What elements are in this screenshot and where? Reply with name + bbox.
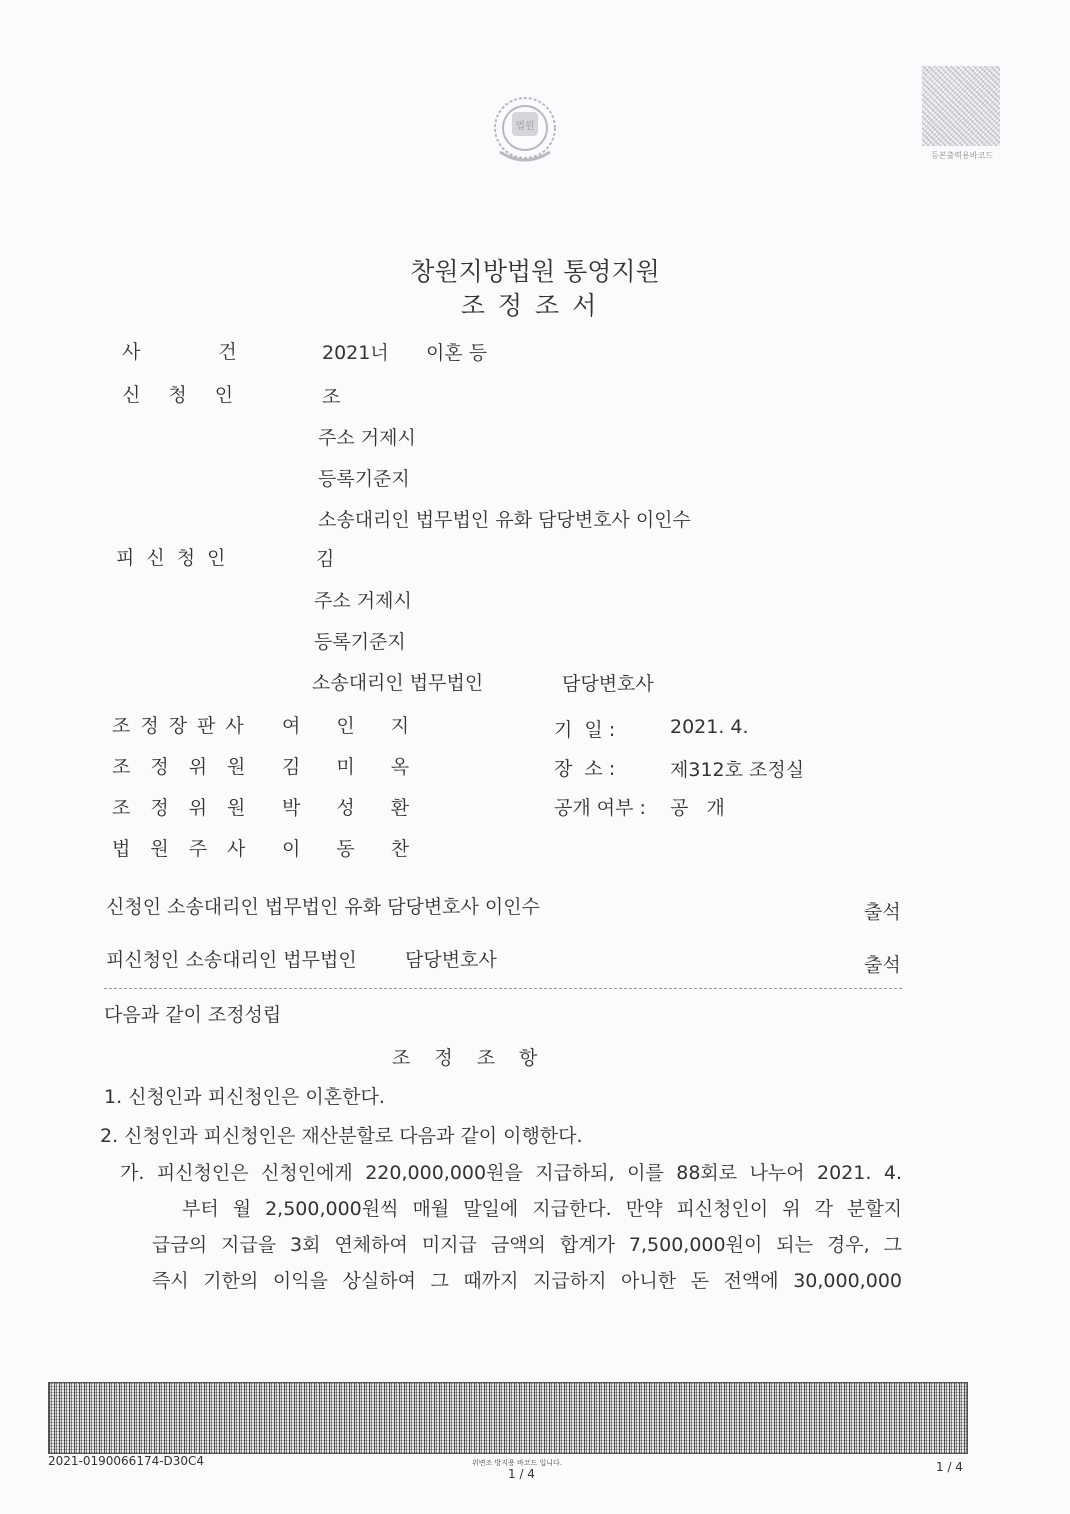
applicant-agent: 소송대리인 법무법인 유화 담당변호사 이인수 [318,509,691,531]
case-number: 2021너 [322,342,389,364]
official-name-1: 여인지 [282,715,446,737]
case-label-text: 사건 [122,341,315,363]
respondent-label: 피신청인 [116,547,238,569]
session-public-label: 공개 여부 : [554,797,646,819]
qr-code [922,66,1000,146]
session-public-value: 공 개 [670,797,725,819]
session-date-label: 기 일 : [554,719,616,741]
case-label [122,337,315,364]
applicant-registry: 등록기준지 [318,468,410,490]
respondent-agent-lawyer: 담당변호사 [562,673,654,695]
session-date-value: 2021. 4. [670,716,749,738]
divider [104,988,902,989]
term-sub-a-line-1: 가. 피신청인은 신청인에게 220,000,000원을 지급하되, 이를 88회로 나누어 2021. 4. [120,1162,902,1184]
term-sub-a-line-4: 즉시 기한의 이익을 상실하여 그 때까지 지급하지 아니한 돈 전액에 30,000,000 [152,1270,902,1292]
page-number-center: 1 / 4 [508,1467,535,1481]
qr-label: 등본출력용바코드 [931,151,993,160]
term-item-1: 1. 신청인과 피신청인은 이혼한다. [104,1086,385,1108]
official-role-1: 조정장판사 [112,715,254,737]
official-name-2: 김미옥 [282,756,446,778]
anti-forgery-barcode [48,1382,968,1454]
court-seal-icon [482,92,568,168]
seal-text: 법원 [515,121,535,132]
case-name: 이혼 등 [426,342,488,364]
official-name-3: 박성환 [282,797,446,819]
barcode-notice: 위변조 방지용 바코드 입니다. [472,1459,563,1467]
applicant-address: 주소 거제시 [318,427,416,449]
session-place-label: 장 소 : [554,758,616,780]
respondent-registry: 등록기준지 [314,631,406,653]
terms-title: 조정조항 [392,1047,562,1069]
applicant-label: 신청인 [122,384,262,406]
term-sub-a-line-3: 급금의 지급을 3회 연체하여 미지급 금액의 합계가 7,500,000원이 되는 경우, 그 [152,1234,902,1256]
attendance-respondent-status: 출석 [864,954,901,976]
official-role-4: 법원주사 [112,838,266,860]
attendance-applicant-status: 출석 [864,901,901,923]
attendance-respondent: 피신청인 소송대리인 법무법인 담당변호사 [106,949,497,971]
page-number-right: 1 / 4 [936,1460,963,1474]
respondent-agent-firm: 소송대리인 법무법인 [312,672,484,694]
court-name: 창원지방법원 통영지원 [410,257,660,286]
session-place-value: 제312호 조정실 [670,759,805,781]
term-item-2: 2. 신청인과 피신청인은 재산분할로 다음과 같이 이행한다. [100,1125,583,1147]
respondent-name: 김 [316,548,335,570]
official-name-4: 이동찬 [282,838,446,860]
term-sub-a-line-2: 부터 월 2,500,000원씩 매월 말일에 지급한다. 만약 피신청인이 위 각 분할지 [182,1198,902,1220]
respondent-address: 주소 거제시 [314,590,412,612]
official-role-3: 조정위원 [112,797,266,819]
applicant-name: 조 [322,386,341,408]
attendance-applicant: 신청인 소송대리인 법무법인 유화 담당변호사 이인수 [106,896,540,918]
document-title: 조정조서 [460,291,610,320]
official-role-2: 조정위원 [112,756,266,778]
document-id: 2021-0190066174-D30C4 [48,1454,205,1468]
established-text: 다음과 같이 조정성립 [104,1004,282,1026]
